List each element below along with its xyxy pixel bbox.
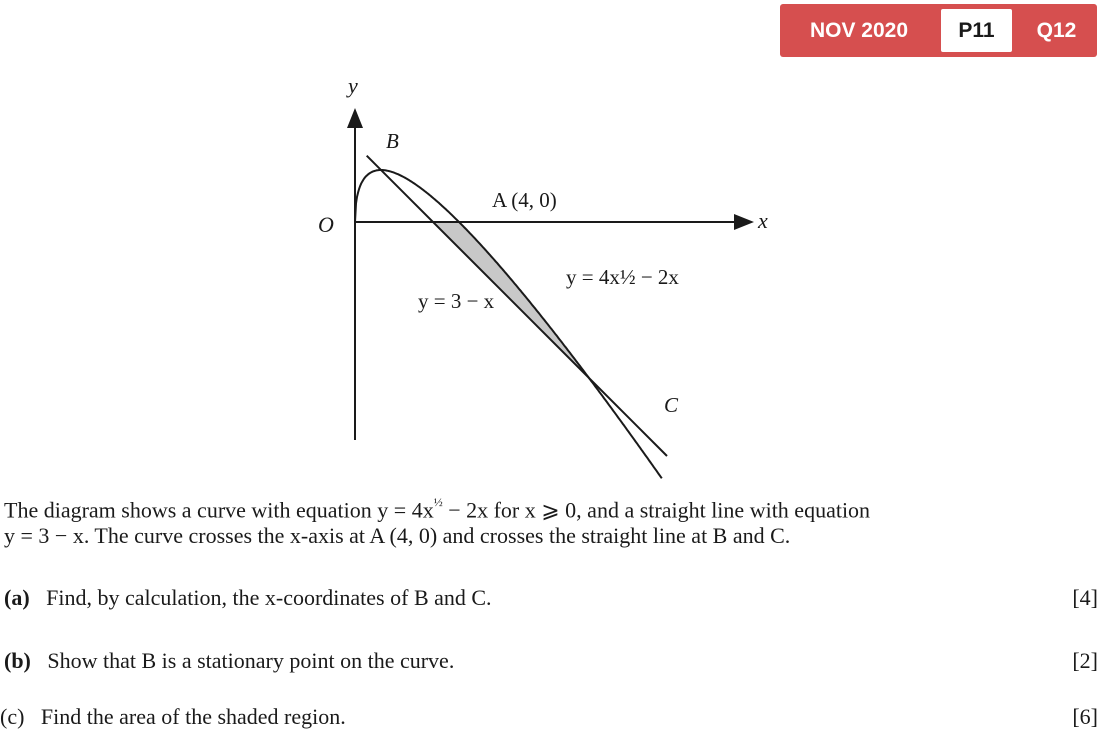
part-a-label: (a): [4, 585, 30, 610]
part-b-text: Show that B is a stationary point on the curve.: [47, 648, 455, 673]
part-c-marks: [6]: [1072, 704, 1098, 729]
part-c-text: Find the area of the shaded region.: [40, 704, 346, 729]
curve-equation-label: y = 4x½ − 2x: [566, 265, 679, 289]
y-axis-label: y: [348, 73, 358, 98]
exponent-half: ½: [433, 495, 443, 509]
curve: [355, 170, 662, 478]
part-a-text: Find, by calculation, the x-coordinates of B and C.: [46, 585, 492, 610]
point-a-label: A (4, 0): [492, 188, 557, 212]
part-b: [4, 648, 454, 674]
question-label: Q12: [1036, 19, 1077, 42]
part-b-label: (b): [4, 648, 31, 673]
point-b-label: B: [386, 129, 399, 153]
part-c: [0, 704, 346, 730]
line-equation-label: y = 3 − x: [418, 289, 495, 313]
origin-label: O: [318, 212, 334, 237]
intro-text-1a: The diagram shows a curve with equation y = 4x: [4, 497, 434, 523]
point-c-label: C: [664, 393, 679, 417]
intro-text-1b: − 2x for x ⩾ 0, and a straight line with equation: [442, 497, 871, 523]
part-b-marks: [2]: [1072, 648, 1098, 673]
session-label: NOV 2020: [809, 19, 909, 42]
intro-line-2: y = 3 − x. The curve crosses the x-axis at A (4, 0) and crosses the straight line at B and C.: [4, 523, 791, 548]
part-c-label: (c): [0, 704, 25, 729]
part-a: [4, 585, 492, 611]
part-a-marks: [4]: [1072, 585, 1098, 610]
paper-label: P11: [941, 9, 1012, 52]
intro-line-1: [4, 490, 1099, 525]
x-axis-label: x: [758, 208, 768, 233]
